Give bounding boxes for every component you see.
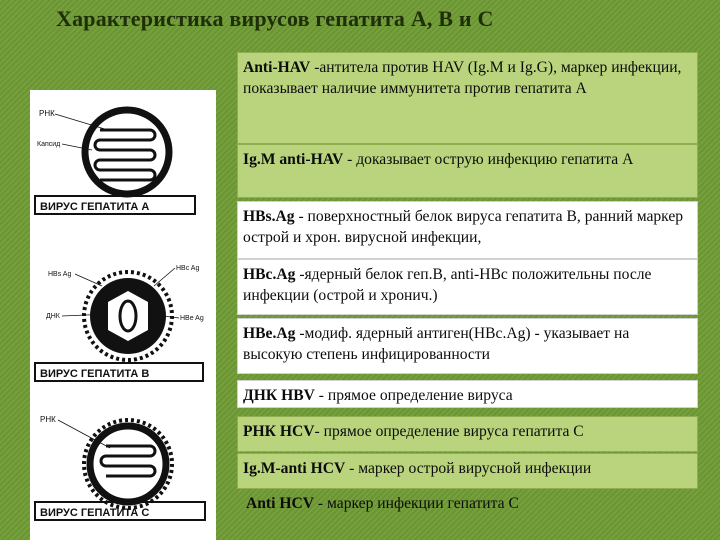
marker-igm-anti-hav-box	[237, 144, 698, 198]
marker-anti-hcv-box	[241, 489, 702, 523]
virus-b-diagram	[35, 265, 204, 381]
marker-igm-anti-hcv-box	[237, 453, 698, 489]
marker-igm-anti-hcv-term: Ig.M-anti HCV	[243, 460, 346, 477]
virus-b-caption: ВИРУС ГЕПАТИТА В	[40, 368, 150, 380]
marker-anti-hav-box	[237, 52, 698, 144]
virus-b-hbs-label: HBs Ag	[48, 271, 72, 278]
marker-igm-anti-hav-term: Ig.M anti-HAV	[243, 151, 344, 168]
marker-hbsag-term: HBs.Ag	[243, 208, 295, 225]
virus-diagrams	[30, 90, 216, 540]
virus-b-hbc-label: HBc Ag	[176, 265, 200, 272]
virus-b-dnk-label: ДНК	[46, 313, 60, 320]
marker-hbcag-term: HBc.Ag	[243, 266, 296, 283]
marker-igm-anti-hav-text: - доказывает острую инфекцию гепатита А	[343, 151, 634, 168]
marker-rnk-hcv-text: - прямое определение вируса гепатита С	[314, 423, 584, 440]
virus-a-capsid-label: Капсид	[37, 141, 61, 148]
marker-dnk-hbv-box	[237, 380, 698, 408]
marker-hbsag-box	[237, 201, 698, 259]
marker-hbcag-text: -ядерный белок геп.В, anti-HBc положительны после инфекции (острой и хронич.)	[243, 266, 652, 304]
marker-dnk-hbv-term: ДНК HBV	[243, 387, 315, 404]
marker-hbeag-box	[237, 318, 698, 374]
virus-a-rnk-label: РНК	[39, 109, 55, 118]
virus-c-surface-spikes	[84, 420, 172, 508]
virus-a-rna-coil	[95, 130, 155, 180]
marker-dnk-hbv-text: - прямое определение вируса	[314, 387, 513, 404]
virus-b-hbs-pointer	[75, 274, 102, 286]
marker-hbsag-text: - поверхностный белок вируса гепатита В, ранний маркер острой и хрон. вирусной инфекции,	[243, 208, 684, 246]
marker-hbeag-text: -модиф. ядерный антиген(HBc.Ag) - указывает на высокую степень инфицированности	[243, 325, 630, 363]
virus-c-rnk-label: РНК	[40, 415, 56, 424]
marker-hbcag-box	[237, 259, 698, 315]
virus-c-caption: ВИРУС ГЕПАТИТА С	[40, 507, 150, 519]
virus-a-diagram	[35, 109, 195, 214]
marker-igm-anti-hcv-text: - маркер острой вирусной инфекции	[345, 460, 592, 477]
marker-rnk-hcv-box	[237, 416, 698, 452]
marker-hbeag-term: HBe.Ag	[243, 325, 296, 342]
marker-rnk-hcv-term: РНК HCV	[243, 423, 315, 440]
slide-title: Характеристика вирусов гепатита А, В и С	[56, 6, 494, 31]
virus-c-rna-coil	[101, 446, 155, 476]
marker-anti-hav-text: -антитела против HAV (Ig.M и Ig.G), маркер инфекции, показывает наличие иммунитета против гепатита А	[243, 59, 682, 97]
virus-figures-panel	[30, 90, 216, 540]
virus-b-hbe-label: HBe Ag	[180, 315, 204, 322]
marker-anti-hcv-term: Anti HCV	[246, 495, 315, 512]
virus-a-caption: ВИРУС ГЕПАТИТА А	[40, 201, 150, 213]
marker-anti-hcv-text: - маркер инфекции гепатита С	[314, 495, 519, 512]
marker-anti-hav-term: Anti-HAV	[243, 59, 311, 76]
virus-c-diagram	[35, 415, 205, 520]
virus-b-hbc-pointer	[154, 268, 175, 286]
